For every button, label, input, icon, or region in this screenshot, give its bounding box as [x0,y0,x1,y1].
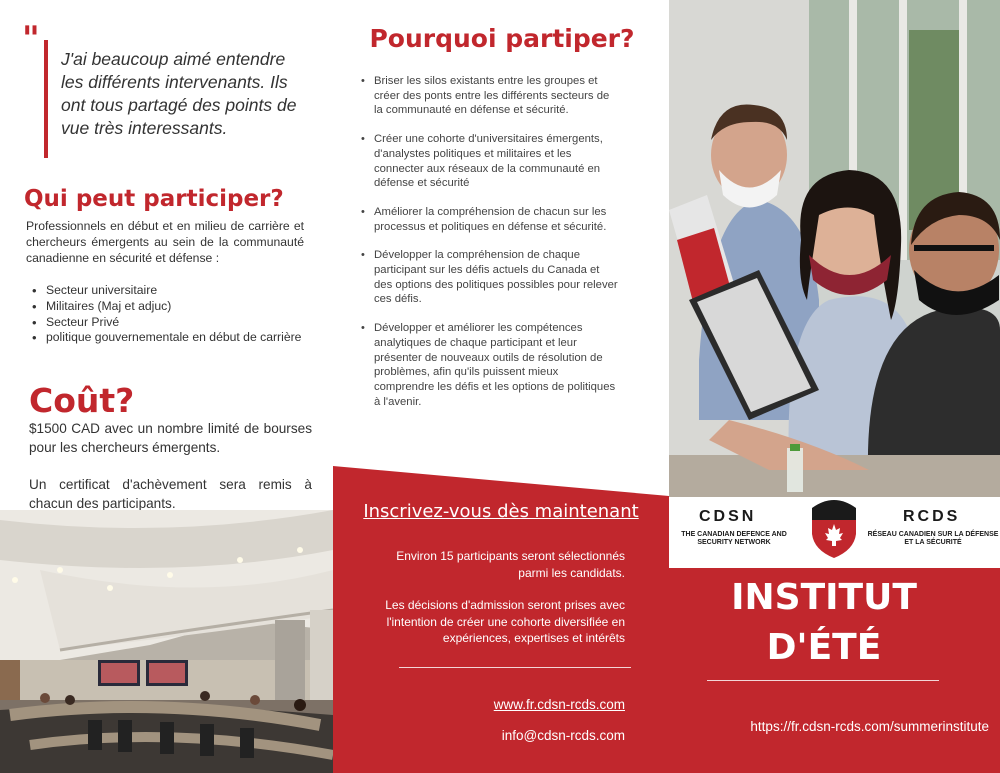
cdsn-crest-icon [806,498,862,560]
list-item: • Créer une cohorte d'universitaires émergents, d'analystes politiques et militaires et les connecter aux réseaux de la communauté en défense et sécurité [359,132,619,191]
participants-photo [669,0,1000,497]
divider [707,680,939,681]
why-participate-heading: Pourquoi partiper? [369,24,635,53]
institute-title-line1: INSTITUT [731,577,917,618]
list-item: • Améliorer la compréhension de chacun sur les processus et politiques en défense et sécurité. [359,205,619,234]
certificate-text: Un certificat d'achèvement sera remis à chacun des participants. [29,477,312,511]
participant-list [32,283,304,346]
list-item: • politique gouvernementale en début de carrière [32,330,304,346]
rcds-logo-text: RCDS [903,508,961,525]
testimonial-quote: J'ai beaucoup aimé entendre les différents intervenants. Ils ont tous partagé des points de vue très interessants. [61,49,297,138]
left-panel [0,0,333,773]
middle-panel [333,0,669,773]
summer-institute-link[interactable]: https://fr.cdsn-rcds.com/summerinstitute [750,719,989,734]
website-link[interactable]: www.fr.cdsn-rcds.com [493,697,625,712]
register-now-heading[interactable]: Inscrivez-vous dès maintenant [363,501,639,522]
who-can-participate-heading: Qui peut participer? [24,186,284,212]
rcds-subtitle: RÉSEAU CANADIEN SUR LA DÉFENSE ET LA SÉCURITÉ [867,531,999,546]
list-item: • Militaires (Maj et adjuc) [32,299,304,315]
quote-bar [44,40,48,158]
selection-text: Environ 15 participants seront sélectionnés parmi les candidats. [396,549,625,580]
cdsn-logo-text: CDSN [699,508,757,525]
cost-text: $1500 CAD avec un nombre limité de bourses pour les chercheurs émergents. [29,421,312,455]
who-can-participate-text: Professionnels en début et en milieu de carrière et chercheurs émergents au sein de la communauté canadienne en sécurité et défense : [26,219,304,265]
right-panel [669,0,1000,773]
divider [399,667,631,668]
list-item: • Secteur universitaire [32,283,304,299]
logo-band [669,497,1000,568]
cdsn-subtitle: THE CANADIAN DEFENCE AND SECURITY NETWORK [681,531,787,546]
cost-heading: Coût? [29,381,135,420]
conference-room-photo [0,510,333,773]
institute-title-line2: D'ÉTÉ [766,627,882,668]
quote-mark-icon: " [22,19,40,59]
benefits-list [359,74,619,423]
list-item: • Briser les silos existants entre les groupes et créer des ponts entre les différents secteurs de la communauté en défense et sécurité. [359,74,619,118]
list-item: • Développer la compréhension de chaque participant sur les défis actuels du Canada et des options des politiques possibles pour relever ces défis. [359,248,619,307]
admission-text: Les décisions d'admission seront prises avec l'intention de créer une cohorte diversifiée en expériences, expertises et intérêts [385,598,625,645]
list-item: • Secteur Privé [32,315,304,331]
list-item: • Développer et améliorer les compétences analytiques de chaque participant et leur présenter de nouveaux outils de résolution de problèmes, afin qu'ils puissent mieux comprendre les défis et les options de politiques à l'avenir. [359,321,619,409]
email-link[interactable]: info@cdsn-rcds.com [501,728,625,743]
